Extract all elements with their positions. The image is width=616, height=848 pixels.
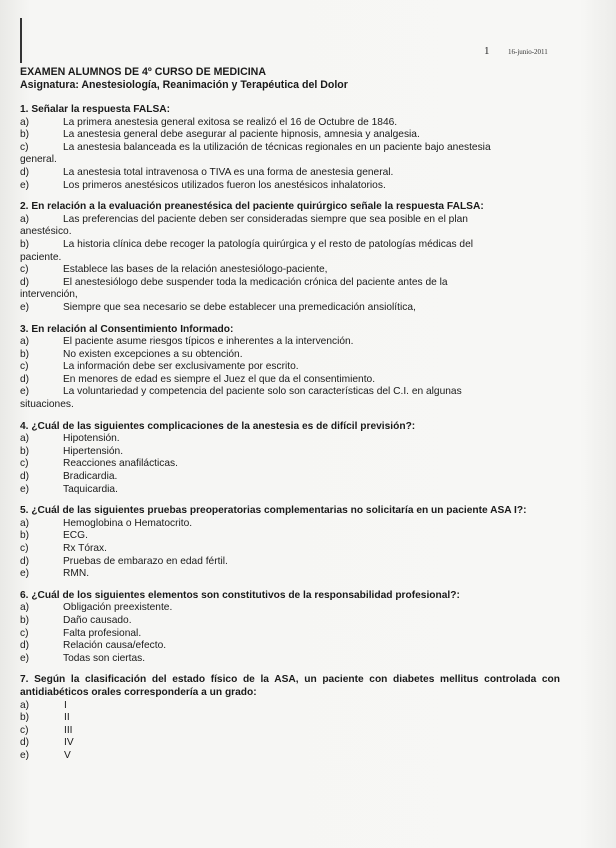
option-letter: e) [20,386,30,398]
question-4 [20,421,560,497]
option-text: La historia clínica debe recoger la patología quirúrgica y el resto de patologías médicas del [63,238,474,250]
option-row [20,530,560,543]
option-row [20,433,560,446]
option-letter: a) [20,517,30,529]
option-text: ECG. [63,530,88,542]
option-row [20,484,560,497]
option-text: Hemoglobina o Hematocrito. [63,517,193,529]
option-row [20,446,560,459]
option-text: Pruebas de embarazo en edad fértil. [63,555,228,567]
option-row [20,361,560,374]
option-letter: c) [20,264,29,276]
option-row [20,602,560,615]
question-text: 2. En relación a la evaluación preanestésica del paciente quirúrgico señale la respuesta FALSA: [20,201,484,213]
option-letter: a) [20,336,30,348]
option-row [20,568,560,581]
option-letter: d) [20,555,30,567]
option-text: Todas son ciertas. [63,652,146,664]
option-row [20,302,560,315]
option-letter: b) [20,712,30,724]
option-row [20,277,560,290]
option-text: Establece las bases de la relación anestesiólogo-paciente, [63,264,328,276]
option-continuation: intervención, [20,289,78,301]
option-letter: e) [20,652,30,664]
option-row [20,239,560,252]
option-row [20,458,560,471]
option-row [20,471,560,484]
option-row [20,386,560,399]
option-row [20,653,560,666]
exam-header [20,66,560,92]
option-text: Daño causado. [63,614,132,626]
option-letter: c) [20,361,29,373]
option-row [20,349,560,362]
option-letter: d) [20,373,30,385]
option-letter: b) [20,129,30,141]
option-letter: a) [20,699,30,711]
option-row [20,117,560,130]
question-text: 6. ¿Cuál de los siguientes elementos son constitutivos de la responsabilidad profesional?: [20,589,460,601]
option-letter: e) [20,179,30,191]
option-text: Hipertensión. [63,445,124,457]
option-text: La voluntariedad y competencia del paciente solo son características del C.I. en algunas [63,386,462,398]
option-text: El paciente asume riesgos típicos e inherentes a la intervención. [63,336,354,348]
option-row [20,628,560,641]
question-5 [20,505,560,581]
option-text: El anestesiólogo debe suspender toda la medicación crónica del paciente antes de la [63,276,448,288]
question-text: 4. ¿Cuál de las siguientes complicaciones de la anestesia es de difícil previsión?: [20,420,416,432]
option-continuation: anestésico. [20,226,72,238]
option-letter: b) [20,614,30,626]
option-letter: a) [20,213,30,225]
option-letter: d) [20,276,30,288]
option-letter: a) [20,433,30,445]
option-letter: c) [20,543,29,554]
option-letter: c) [20,141,29,153]
date: 16-junio-2011 [508,48,548,56]
question-7 [20,674,560,762]
option-text: La primera anestesia general exitosa se realizó el 16 de Octubre de 1846. [63,116,398,128]
question-text: 5. ¿Cuál de las siguientes pruebas preoperatorias complementarias no solicitaría en un paciente ASA I?: [20,505,527,517]
option-letter: b) [20,530,30,542]
option-letter: e) [20,483,30,495]
option-text: Reacciones anafilácticas. [63,458,178,470]
option-letter: b) [20,445,30,457]
option-text: Hipotensión. [63,433,120,445]
option-text: Falta profesional. [63,627,142,639]
option-row [20,700,560,713]
question-text: 3. En relación al Consentimiento Informado: [20,323,234,335]
option-letter: c) [20,724,29,736]
option-letter: b) [20,238,30,250]
option-letter: e) [20,749,30,761]
option-row [20,556,560,569]
option-row [20,543,560,556]
option-continuation: situaciones. [20,399,74,411]
question-1 [20,104,560,192]
option-letter: d) [20,737,30,749]
option-text: I [64,699,67,711]
option-letter: b) [20,348,30,360]
margin-line [20,18,22,63]
option-text: Siempre que sea necesario se debe establecer una premedicación ansiolítica, [63,301,416,313]
option-text: Las preferencias del paciente deben ser consideradas siempre que sea posible en el plan [63,213,468,225]
option-row [20,129,560,142]
option-letter: d) [20,166,30,178]
option-text: Los primeros anestésicos utilizados fueron los anestésicos inhalatorios. [63,179,386,191]
option-row [20,712,560,725]
exam-title: EXAMEN ALUMNOS DE 4º CURSO DE MEDICINA [20,66,266,78]
question-text: 7. Según la clasificación del estado físico de la ASA, un paciente con diabetes mellitus controlada con antidiabéticos orales correspondería a un grado: [20,674,560,698]
option-text: Obligación preexistente. [63,602,173,614]
option-letter: d) [20,471,30,483]
option-text: III [64,724,73,736]
option-row [20,725,560,738]
question-6 [20,590,560,666]
option-text: Relación causa/efecto. [63,640,167,652]
question-text: 1. Señalar la respuesta FALSA: [20,104,171,115]
option-row [20,336,560,349]
question-2 [20,201,560,314]
option-text: IV [64,737,74,749]
option-text: La anestesia balanceada es la utilización de técnicas regionales en un paciente bajo anestesia [63,141,491,153]
option-row [20,518,560,531]
option-letter: a) [20,116,30,128]
option-text: Rx Tórax. [63,543,107,554]
option-continuation: paciente. [20,251,62,263]
option-row [20,374,560,387]
option-row [20,214,560,227]
option-row [20,640,560,653]
option-row [20,180,560,193]
option-text: RMN. [63,568,90,580]
option-row [20,264,560,277]
option-letter: a) [20,602,30,614]
question-list [20,104,560,763]
exam-content [20,66,560,772]
option-letter: c) [20,458,29,470]
option-text: Bradicardia. [63,471,118,483]
option-text: II [64,712,70,724]
option-letter: d) [20,640,30,652]
option-row [20,167,560,180]
option-row [20,750,560,763]
option-letter: e) [20,568,30,580]
option-letter: e) [20,301,30,313]
option-row [20,615,560,628]
option-text: Taquicardia. [63,483,118,495]
exam-subject: Asignatura: Anestesiología, Reanimación y Terapéutica del Dolor [20,79,348,91]
option-text: La anestesia total intravenosa o TIVA es una forma de anestesia general. [63,166,394,178]
option-row [20,737,560,750]
option-text: No existen excepciones a su obtención. [63,348,243,360]
option-continuation: general. [20,154,57,166]
option-row [20,142,560,155]
option-letter: c) [20,627,29,639]
question-3 [20,324,560,412]
option-text: La anestesia general debe asegurar al paciente hipnosis, amnesia y analgesia. [63,129,420,141]
option-text: V [64,749,71,761]
option-text: La información debe ser exclusivamente por escrito. [63,361,299,373]
option-text: En menores de edad es siempre el Juez el que da el consentimiento. [63,373,376,385]
page-number: 1 [484,45,490,57]
